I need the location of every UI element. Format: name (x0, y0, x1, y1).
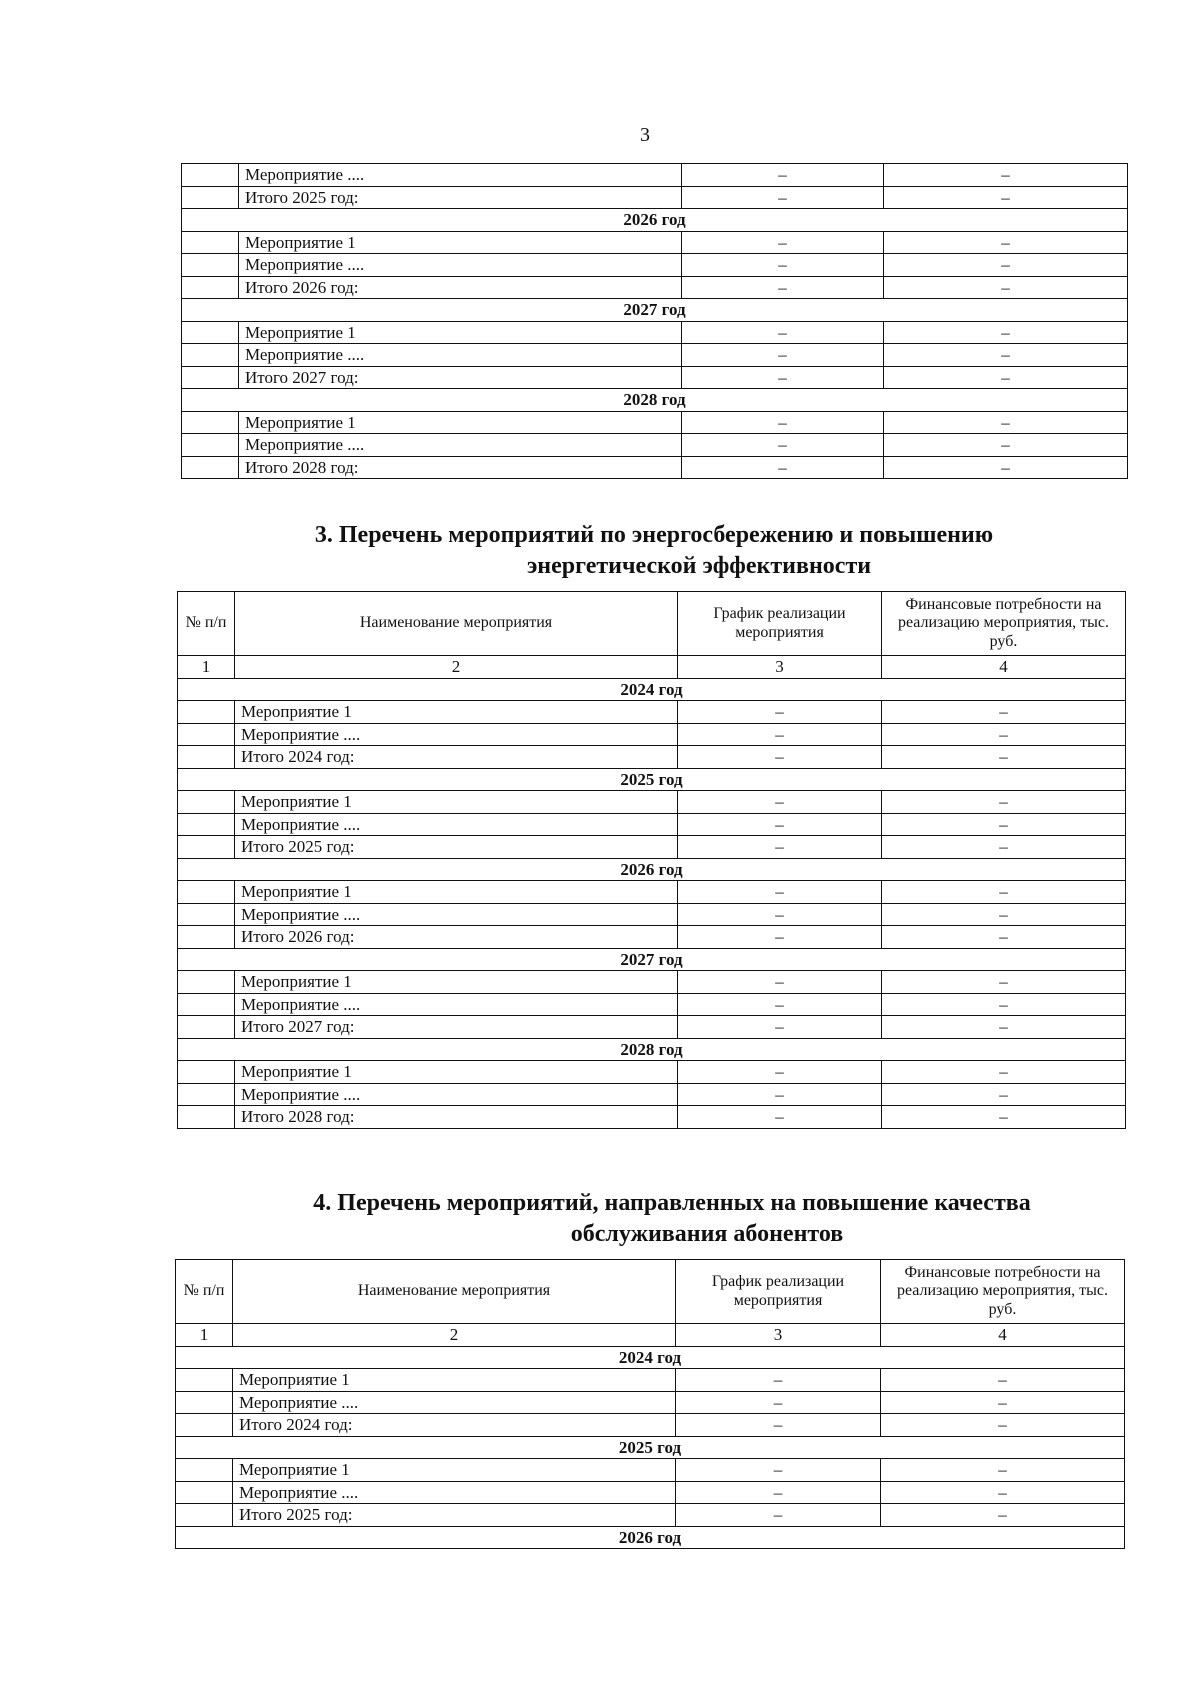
schedule-cell: – (678, 1061, 882, 1084)
total-row (182, 456, 1128, 479)
row-number-cell (176, 1414, 233, 1437)
schedule-cell: – (678, 926, 882, 949)
cost-cell: – (882, 746, 1126, 769)
table-row (178, 881, 1126, 904)
row-number-cell (178, 813, 235, 836)
year-label: 2026 год (178, 858, 1126, 881)
measure-name: Мероприятие 1 (235, 971, 678, 994)
column-number: 4 (882, 656, 1126, 679)
row-number-cell (178, 701, 235, 724)
year-label: 2025 год (178, 768, 1126, 791)
cost-cell: – (882, 926, 1126, 949)
schedule-cell: – (682, 186, 884, 209)
section-4-title-line-2: обслуживания абонентов (570, 1221, 844, 1247)
cost-cell: – (884, 231, 1128, 254)
total-label: Итого 2024 год: (235, 746, 678, 769)
year-row (176, 1436, 1125, 1459)
continuation-table (181, 163, 1128, 479)
row-number-cell (178, 881, 235, 904)
year-row (178, 768, 1126, 791)
schedule-cell: – (676, 1504, 881, 1527)
row-number-cell (178, 1061, 235, 1084)
section-4-title (177, 1188, 1127, 1250)
schedule-cell: – (682, 231, 884, 254)
row-number-cell (182, 231, 239, 254)
schedule-cell: – (678, 993, 882, 1016)
measure-name: Мероприятие .... (235, 813, 678, 836)
measure-name: Мероприятие .... (233, 1481, 676, 1504)
cost-cell: – (882, 701, 1126, 724)
total-label: Итого 2027 год: (235, 1016, 678, 1039)
table-row (182, 164, 1128, 187)
schedule-cell: – (678, 971, 882, 994)
year-row (182, 389, 1128, 412)
cost-cell: – (882, 1083, 1126, 1106)
column-number: 2 (233, 1324, 676, 1347)
table-row (178, 791, 1126, 814)
row-number-cell (182, 344, 239, 367)
year-label: 2025 год (176, 1436, 1125, 1459)
total-label: Итого 2027 год: (239, 366, 682, 389)
measure-name: Мероприятие 1 (239, 231, 682, 254)
header-name: Наименование мероприятия (235, 592, 678, 656)
cost-cell: – (884, 186, 1128, 209)
cost-cell: – (882, 903, 1126, 926)
cost-cell: – (881, 1481, 1125, 1504)
table-row (176, 1391, 1125, 1414)
table-row (178, 1061, 1126, 1084)
table-row (178, 723, 1126, 746)
year-label: 2027 год (178, 948, 1126, 971)
table-row (182, 231, 1128, 254)
row-number-cell (182, 164, 239, 187)
row-number-cell (176, 1504, 233, 1527)
row-number-cell (182, 366, 239, 389)
cost-cell: – (881, 1391, 1125, 1414)
table-row (182, 254, 1128, 277)
measure-name: Мероприятие .... (239, 254, 682, 277)
total-label: Итого 2028 год: (235, 1106, 678, 1129)
cost-cell: – (882, 813, 1126, 836)
page-number: 3 (640, 124, 650, 146)
schedule-cell: – (682, 321, 884, 344)
total-row (182, 276, 1128, 299)
header-cost: Финансовые потребности на реализацию мероприятия, тыс. руб. (882, 592, 1126, 656)
total-row (178, 746, 1126, 769)
table-header-row (176, 1260, 1125, 1324)
row-number-cell (182, 321, 239, 344)
measure-name: Мероприятие 1 (235, 881, 678, 904)
year-label: 2026 год (176, 1526, 1125, 1549)
row-number-cell (178, 971, 235, 994)
table-header-row (178, 592, 1126, 656)
year-label: 2026 год (182, 209, 1128, 232)
total-label: Итого 2025 год: (235, 836, 678, 859)
row-number-cell (178, 1016, 235, 1039)
column-number: 4 (881, 1324, 1125, 1347)
row-number-cell (176, 1481, 233, 1504)
schedule-cell: – (682, 344, 884, 367)
cost-cell: – (884, 366, 1128, 389)
table-row (182, 321, 1128, 344)
schedule-cell: – (678, 1083, 882, 1106)
measure-name: Мероприятие 1 (239, 411, 682, 434)
cost-cell: – (882, 1061, 1126, 1084)
year-label: 2028 год (182, 389, 1128, 412)
row-number-cell (178, 746, 235, 769)
section-3-title (179, 520, 1129, 582)
year-row (176, 1346, 1125, 1369)
table-row (182, 434, 1128, 457)
schedule-cell: – (678, 881, 882, 904)
measure-name: Мероприятие 1 (235, 701, 678, 724)
section-3-title-line-2: энергетической эффективности (526, 553, 872, 579)
column-number: 1 (176, 1324, 233, 1347)
table-row (176, 1481, 1125, 1504)
measure-name: Мероприятие .... (235, 723, 678, 746)
year-row (178, 678, 1126, 701)
cost-cell: – (882, 791, 1126, 814)
schedule-cell: – (676, 1481, 881, 1504)
column-number: 2 (235, 656, 678, 679)
measure-name: Мероприятие .... (235, 903, 678, 926)
total-label: Итого 2028 год: (239, 456, 682, 479)
section-3-table (177, 591, 1126, 1129)
total-row (182, 366, 1128, 389)
header-schedule: График реализации мероприятия (676, 1260, 881, 1324)
table-row (178, 993, 1126, 1016)
row-number-cell (182, 456, 239, 479)
header-num: № п/п (178, 592, 235, 656)
row-number-cell (176, 1459, 233, 1482)
row-number-cell (178, 836, 235, 859)
total-label: Итого 2026 год: (239, 276, 682, 299)
cost-cell: – (884, 411, 1128, 434)
year-row (178, 948, 1126, 971)
schedule-cell: – (682, 456, 884, 479)
year-label: 2028 год (178, 1038, 1126, 1061)
section-4-table (175, 1259, 1125, 1549)
measure-name: Мероприятие .... (239, 164, 682, 187)
cost-cell: – (884, 434, 1128, 457)
schedule-cell: – (676, 1391, 881, 1414)
total-row (176, 1504, 1125, 1527)
measure-name: Мероприятие .... (239, 344, 682, 367)
row-number-cell (182, 411, 239, 434)
cost-cell: – (884, 164, 1128, 187)
header-num: № п/п (176, 1260, 233, 1324)
cost-cell: – (882, 971, 1126, 994)
total-label: Итого 2026 год: (235, 926, 678, 949)
schedule-cell: – (678, 746, 882, 769)
row-number-cell (178, 993, 235, 1016)
measure-name: Мероприятие 1 (233, 1369, 676, 1392)
section-3-title-line-1: 3. Перечень мероприятий по энергосбережению и повышению (314, 522, 994, 548)
header-name: Наименование мероприятия (233, 1260, 676, 1324)
row-number-cell (178, 791, 235, 814)
table-row (178, 903, 1126, 926)
schedule-cell: – (678, 791, 882, 814)
year-label: 2027 год (182, 299, 1128, 322)
measure-name: Мероприятие 1 (235, 1061, 678, 1084)
cost-cell: – (884, 276, 1128, 299)
schedule-cell: – (682, 254, 884, 277)
cost-cell: – (882, 993, 1126, 1016)
row-number-cell (178, 926, 235, 949)
schedule-cell: – (678, 836, 882, 859)
schedule-cell: – (678, 1016, 882, 1039)
schedule-cell: – (678, 813, 882, 836)
total-label: Итого 2025 год: (233, 1504, 676, 1527)
column-number: 3 (676, 1324, 881, 1347)
column-number: 3 (678, 656, 882, 679)
measure-name: Мероприятие 1 (233, 1459, 676, 1482)
table-row (176, 1369, 1125, 1392)
total-row (182, 186, 1128, 209)
row-number-cell (182, 434, 239, 457)
total-label: Итого 2025 год: (239, 186, 682, 209)
measure-name: Мероприятие 1 (239, 321, 682, 344)
header-cost: Финансовые потребности на реализацию мероприятия, тыс. руб. (881, 1260, 1125, 1324)
table-row (176, 1459, 1125, 1482)
year-row (182, 299, 1128, 322)
row-number-cell (178, 1106, 235, 1129)
row-number-cell (176, 1391, 233, 1414)
row-number-cell (178, 723, 235, 746)
schedule-cell: – (682, 411, 884, 434)
schedule-cell: – (678, 723, 882, 746)
table-row (178, 813, 1126, 836)
schedule-cell: – (682, 366, 884, 389)
row-number-cell (182, 276, 239, 299)
table-row (182, 344, 1128, 367)
schedule-cell: – (676, 1414, 881, 1437)
schedule-cell: – (682, 276, 884, 299)
schedule-cell: – (678, 701, 882, 724)
cost-cell: – (881, 1369, 1125, 1392)
cost-cell: – (881, 1459, 1125, 1482)
cost-cell: – (882, 881, 1126, 904)
total-row (178, 926, 1126, 949)
column-numbers-row (176, 1324, 1125, 1347)
cost-cell: – (884, 456, 1128, 479)
table-row (182, 411, 1128, 434)
year-row (176, 1526, 1125, 1549)
column-numbers-row (178, 656, 1126, 679)
section-4-title-line-1: 4. Перечень мероприятий, направленных на повышение качества (313, 1190, 1031, 1216)
row-number-cell (182, 254, 239, 277)
column-number: 1 (178, 656, 235, 679)
row-number-cell (176, 1369, 233, 1392)
row-number-cell (178, 903, 235, 926)
cost-cell: – (884, 344, 1128, 367)
table-row (178, 701, 1126, 724)
year-row (182, 209, 1128, 232)
schedule-cell: – (682, 434, 884, 457)
measure-name: Мероприятие .... (233, 1391, 676, 1414)
total-row (178, 1106, 1126, 1129)
schedule-cell: – (678, 1106, 882, 1129)
cost-cell: – (881, 1504, 1125, 1527)
cost-cell: – (884, 254, 1128, 277)
schedule-cell: – (678, 903, 882, 926)
schedule-cell: – (676, 1459, 881, 1482)
measure-name: Мероприятие .... (235, 993, 678, 1016)
total-row (178, 836, 1126, 859)
table-row (178, 971, 1126, 994)
year-row (178, 1038, 1126, 1061)
year-label: 2024 год (176, 1346, 1125, 1369)
cost-cell: – (882, 1106, 1126, 1129)
total-row (178, 1016, 1126, 1039)
row-number-cell (182, 186, 239, 209)
table-row (178, 1083, 1126, 1106)
schedule-cell: – (676, 1369, 881, 1392)
cost-cell: – (882, 836, 1126, 859)
year-label: 2024 год (178, 678, 1126, 701)
measure-name: Мероприятие .... (235, 1083, 678, 1106)
year-row (178, 858, 1126, 881)
measure-name: Мероприятие 1 (235, 791, 678, 814)
row-number-cell (178, 1083, 235, 1106)
header-schedule: График реализации мероприятия (678, 592, 882, 656)
total-label: Итого 2024 год: (233, 1414, 676, 1437)
cost-cell: – (884, 321, 1128, 344)
total-row (176, 1414, 1125, 1437)
schedule-cell: – (682, 164, 884, 187)
cost-cell: – (882, 1016, 1126, 1039)
cost-cell: – (882, 723, 1126, 746)
cost-cell: – (881, 1414, 1125, 1437)
measure-name: Мероприятие .... (239, 434, 682, 457)
